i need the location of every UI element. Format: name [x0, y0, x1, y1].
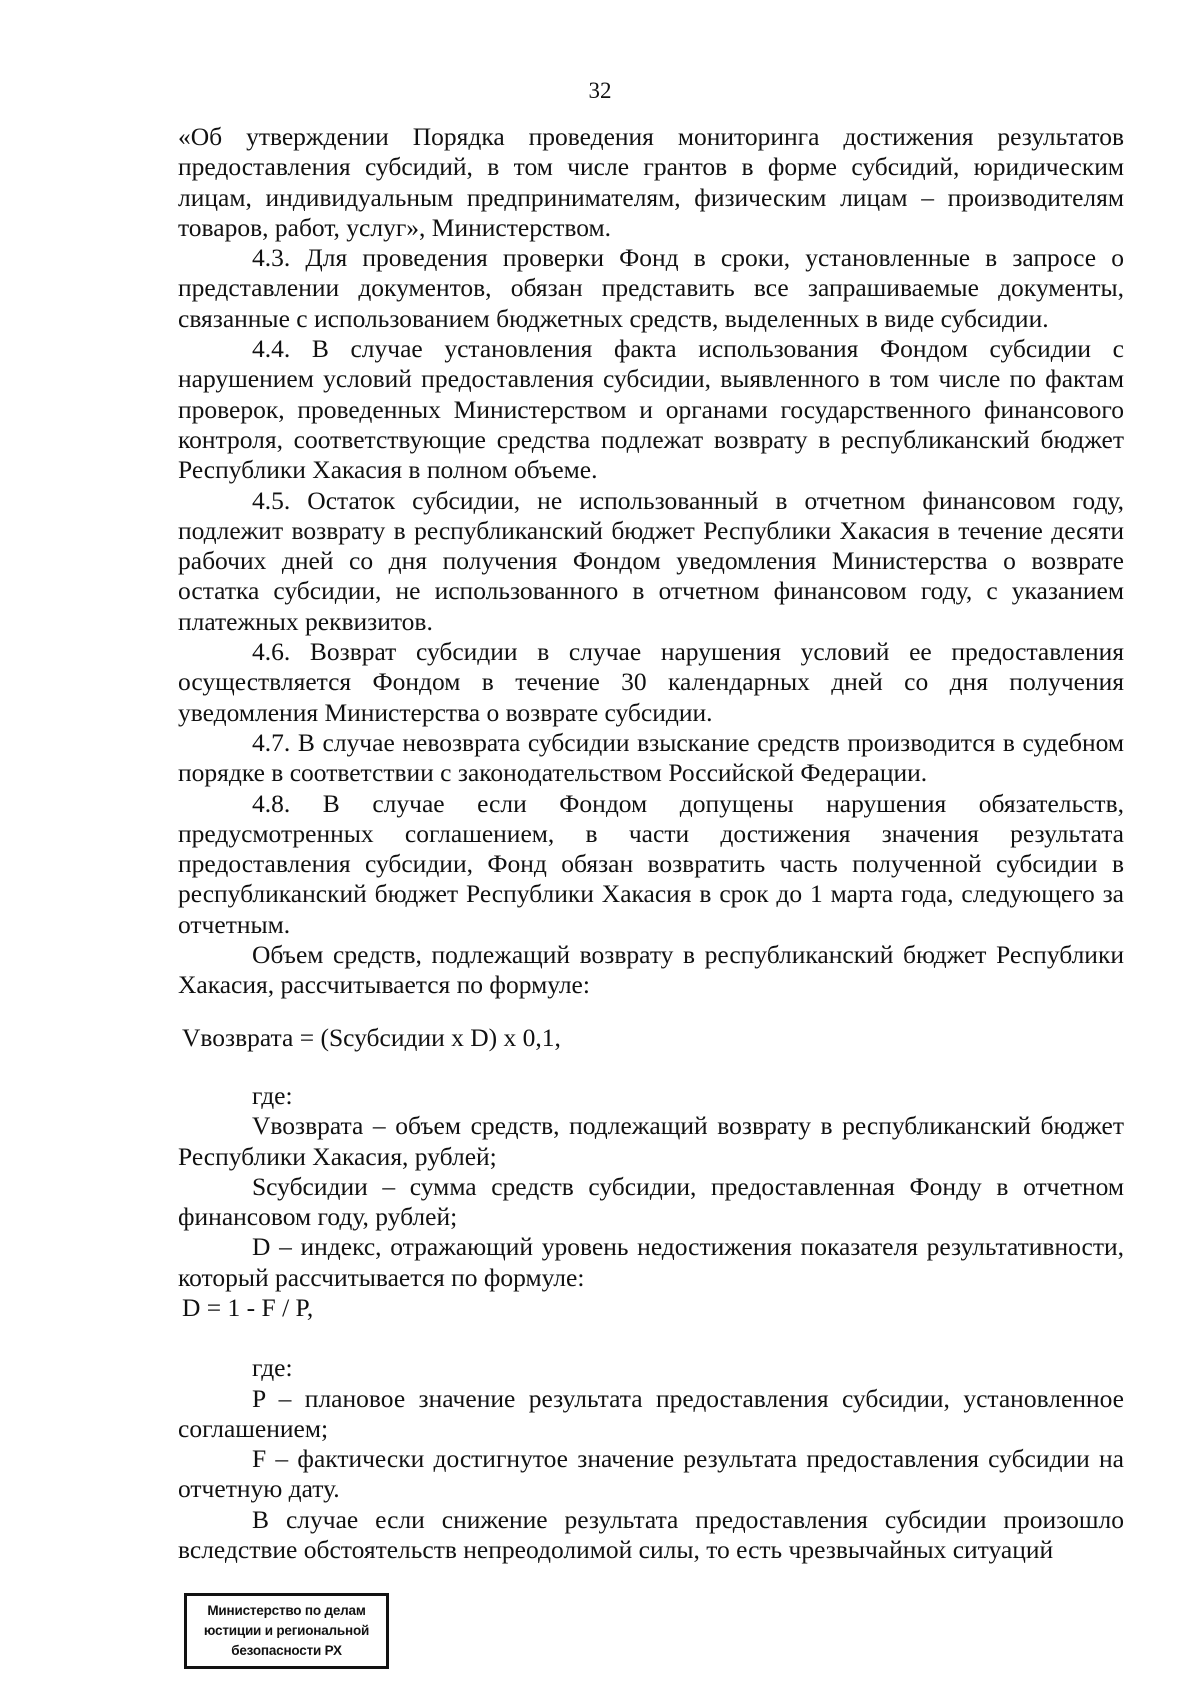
ministry-stamp [184, 1593, 389, 1669]
document-body [178, 122, 1124, 1565]
paragraph-4-7: 4.7. В случае невозврата субсидии взыскание средств производится в судебном порядке в соответствии с законодательством Российской Федерации. [178, 727, 1124, 788]
definition-d-index: D – индекс, отражающий уровень недостижения показателя результативности, который рассчитывается по формуле: [178, 1232, 1124, 1292]
where-label-1: где: [252, 1080, 293, 1110]
paragraph-4-4: 4.4. В случае установления факта использования Фондом субсидии с нарушением условий предоставления субсидии, выявленного в том числе по фактам проверок, проведенных Министерством и органами государственного финансового контроля, соответствующие средства подлежат возврату в республиканский бюджет Республики Хакасия в полном объеме. [178, 334, 1124, 485]
page-number: 32 [588, 78, 612, 103]
stamp-line-3: безопасности РХ [231, 1643, 342, 1658]
where-label-2: где: [252, 1353, 293, 1383]
paragraph-volume: Объем средств, подлежащий возврату в республиканский бюджет Республики Хакасия, рассчитывается по формуле: [178, 940, 1124, 1000]
paragraph-intro: «Об утверждении Порядка проведения мониторинга достижения результатов предоставления субсидий, в том числе грантов в форме субсидий, юридическим лицам, индивидуальным предпринимателям, физическим лицам – производителям товаров, работ, услуг», Министерством. [178, 122, 1124, 242]
paragraph-4-5: 4.5. Остаток субсидии, не использованный в отчетном финансовом году, подлежит возврату в республиканский бюджет Республики Хакасия в течение десяти рабочих дней со дня получения Фондом уведомления Министерства о возврате остатка субсидии, не использованного в отчетном финансовом году, с указанием платежных реквизитов. [178, 485, 1124, 636]
paragraph-4-3: 4.3. Для проведения проверки Фонд в сроки, установленные в запросе о представлении документов, обязан представить все запрашиваемые документы, связанные с использованием бюджетных средств, выделенных в виде субсидии. [178, 243, 1124, 333]
definition-v-return: Vвозврата – объем средств, подлежащий возврату в республиканский бюджет Республики Хакасия, рублей; [178, 1111, 1124, 1171]
formula-return-volume: Vвозврата = (Sсубсидии x D) x 0,1, [182, 1022, 561, 1052]
paragraph-4-8: 4.8. В случае если Фондом допущены нарушения обязательств, предусмотренных соглашением, в части достижения значения результата предоставления субсидии, Фонд обязан возвратить часть полученной субсидии в республиканский бюджет Республики Хакасия в срок до 1 марта года, следующего за отчетным. [178, 788, 1124, 939]
paragraph-4-6: 4.6. Возврат субсидии в случае нарушения условий ее предоставления осуществляется Фондом в течение 30 календарных дней со дня получения уведомления Министерства о возврате субсидии. [178, 637, 1124, 727]
paragraph-force-majeure: В случае если снижение результата предоставления субсидии произошло вследствие обстоятельств непреодолимой силы, то есть чрезвычайных ситуаций [178, 1504, 1124, 1565]
stamp-line-2: юстиции и региональной [203, 1623, 370, 1638]
definition-s-subsidy: Sсубсидии – сумма средств субсидии, предоставленная Фонду в отчетном финансовом году, рублей; [178, 1171, 1124, 1232]
stamp-line-1: Министерство по делам [207, 1603, 366, 1618]
formula-d-index: D = 1 - F / P, [182, 1292, 314, 1322]
definition-p-planned: P – плановое значение результата предоставления субсидии, установленное соглашением; [178, 1383, 1124, 1443]
definition-f-actual: F – фактически достигнутое значение результата предоставления субсидии на отчетную дату. [178, 1444, 1124, 1504]
